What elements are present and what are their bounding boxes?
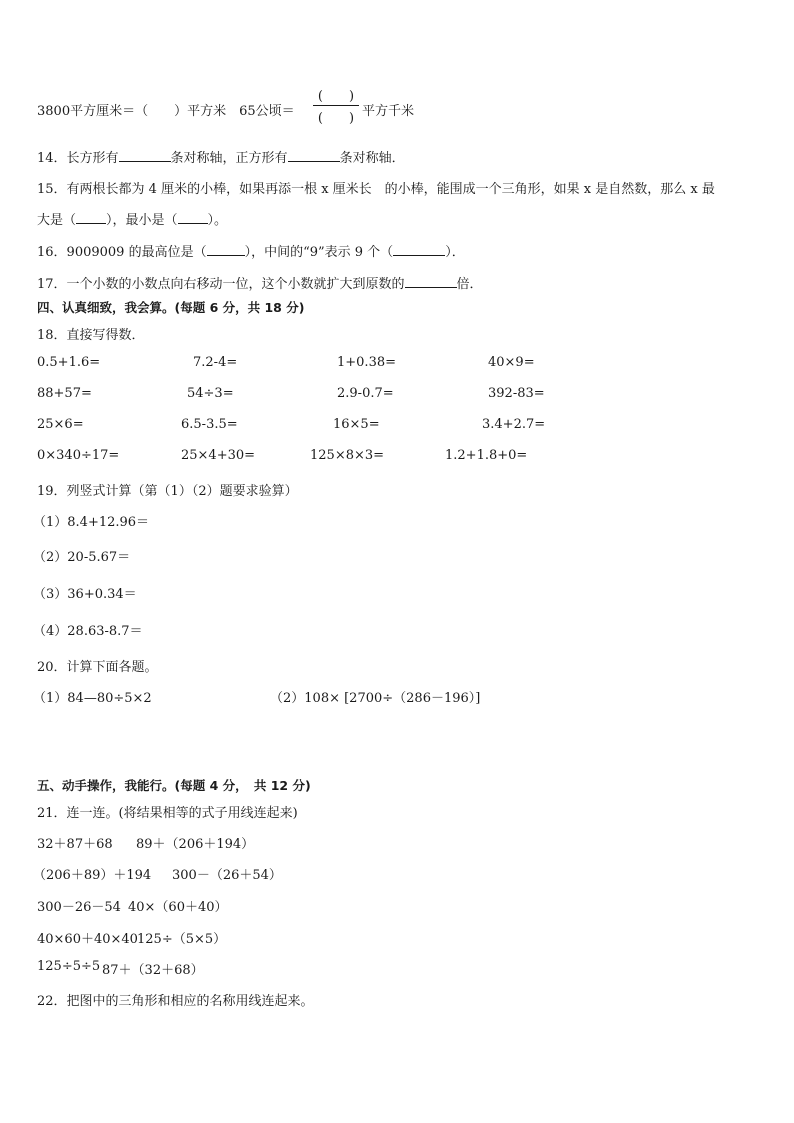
q15-part-c: ）。 bbox=[207, 213, 228, 228]
section-5-title: 五、动手操作，我能行。(每题 4 分， 共 12 分) bbox=[37, 778, 311, 793]
q18-cell: 54÷3= bbox=[187, 386, 234, 401]
q21-right-expression: 300－（26＋54） bbox=[172, 868, 282, 883]
q20-item-2: （2）108× [2700÷（286－196）] bbox=[270, 691, 481, 706]
q21-left-expression: （206＋89）＋194 bbox=[33, 868, 152, 883]
q14-part-a: 14．长方形有 bbox=[37, 151, 119, 166]
q19-item-4: （4）28.63-8.7＝ bbox=[33, 624, 143, 639]
q18-cell: 6.5-3.5= bbox=[181, 417, 238, 432]
q18-cell: 3.4+2.7= bbox=[482, 417, 546, 432]
q21-right-expression: 40×（60＋40） bbox=[128, 900, 228, 915]
q21-left-expression: 125÷5÷5 bbox=[37, 959, 101, 974]
q20-item-1: （1）84—80÷5×2 bbox=[33, 691, 152, 706]
q18-cell: 392-83= bbox=[488, 386, 545, 401]
q16-blank-2[interactable] bbox=[393, 243, 445, 256]
q18-cell: 16×5= bbox=[333, 417, 380, 432]
q18-cell: 7.2-4= bbox=[193, 355, 238, 370]
q17-blank[interactable] bbox=[405, 275, 457, 288]
q18-cell: 125×8×3= bbox=[310, 448, 385, 463]
section-4-title: 四、认真细致，我会算。(每题 6 分，共 18 分) bbox=[37, 300, 305, 315]
q18-cell: 25×6= bbox=[37, 417, 84, 432]
q18-cell: 0.5+1.6= bbox=[37, 355, 101, 370]
q21-right-expression: 89＋（206＋194） bbox=[136, 837, 255, 852]
q21-right-expression: 125÷（5×5） bbox=[137, 932, 227, 947]
question-14 bbox=[37, 147, 405, 166]
question-17 bbox=[37, 273, 483, 292]
q17-part-b: 倍． bbox=[456, 277, 483, 292]
q21-left-expression: 300－26－54 bbox=[37, 900, 121, 915]
fraction-denominator: ( ) bbox=[317, 111, 355, 126]
q19-item-2: （2）20-5.67＝ bbox=[33, 550, 131, 565]
q16-part-a: 16．9009009 的最高位是（ bbox=[37, 245, 207, 260]
conversion-right-text: 平方千米 bbox=[362, 104, 415, 119]
conversion-line bbox=[37, 100, 295, 119]
conversion-left-text: 3800平方厘米＝（ ）平方米 65公顷＝ bbox=[37, 104, 295, 119]
question-21-title: 21．连一连。(将结果相等的式子用线连起来) bbox=[37, 806, 298, 821]
q16-part-c: ）． bbox=[445, 245, 465, 260]
question-20-title: 20．计算下面各题。 bbox=[37, 660, 158, 675]
q15-part-a: 大是（ bbox=[37, 213, 77, 228]
q14-part-c: 条对称轴． bbox=[339, 151, 405, 166]
q15-part-b: ），最小是（ bbox=[106, 213, 178, 228]
q18-cell: 25×4+30= bbox=[181, 448, 256, 463]
q17-part-a: 17．一个小数的小数点向右移动一位，这个小数就扩大到原数的 bbox=[37, 277, 405, 292]
q14-blank-1[interactable] bbox=[119, 149, 171, 162]
question-19-title: 19．列竖式计算（第（1）（2）题要求验算） bbox=[37, 484, 298, 499]
question-15-line-1: 15．有两根长都为 4 厘米的小棒，如果再添一根 x 厘米长 的小棒，能围成一个三角形，如果 x 是自然数，那么 x 最 bbox=[37, 182, 715, 197]
fraction-numerator: ( ) bbox=[317, 89, 355, 104]
question-16 bbox=[37, 241, 465, 260]
q15-blank-max[interactable] bbox=[76, 211, 106, 224]
q18-cell: 2.9-0.7= bbox=[337, 386, 394, 401]
question-15-line-2 bbox=[37, 209, 227, 228]
question-22-title: 22．把图中的三角形和相应的名称用线连起来。 bbox=[37, 994, 314, 1009]
q19-item-1: （1）8.4+12.96＝ bbox=[33, 515, 150, 530]
q18-cell: 1+0.38= bbox=[337, 355, 397, 370]
q14-part-b: 条对称轴，正方形有 bbox=[170, 151, 288, 166]
q21-right-expression: 87＋（32＋68） bbox=[102, 963, 204, 978]
q15-blank-min[interactable] bbox=[178, 211, 208, 224]
fraction-bar bbox=[313, 105, 359, 106]
q19-item-3: （3）36+0.34＝ bbox=[33, 587, 137, 602]
q18-cell: 1.2+1.8+0= bbox=[445, 448, 528, 463]
q18-cell: 0×340÷17= bbox=[37, 448, 120, 463]
q16-blank-1[interactable] bbox=[207, 243, 245, 256]
q21-left-expression: 32＋87＋68 bbox=[37, 837, 113, 852]
q16-part-b: ），中间的“9”表示 9 个（ bbox=[244, 245, 394, 260]
q18-cell: 40×9= bbox=[488, 355, 535, 370]
fraction bbox=[313, 85, 359, 125]
q14-blank-2[interactable] bbox=[288, 149, 340, 162]
q18-cell: 88+57= bbox=[37, 386, 92, 401]
q21-left-expression: 40×60＋40×40 bbox=[37, 932, 138, 947]
question-18-title: 18．直接写得数． bbox=[37, 328, 145, 343]
